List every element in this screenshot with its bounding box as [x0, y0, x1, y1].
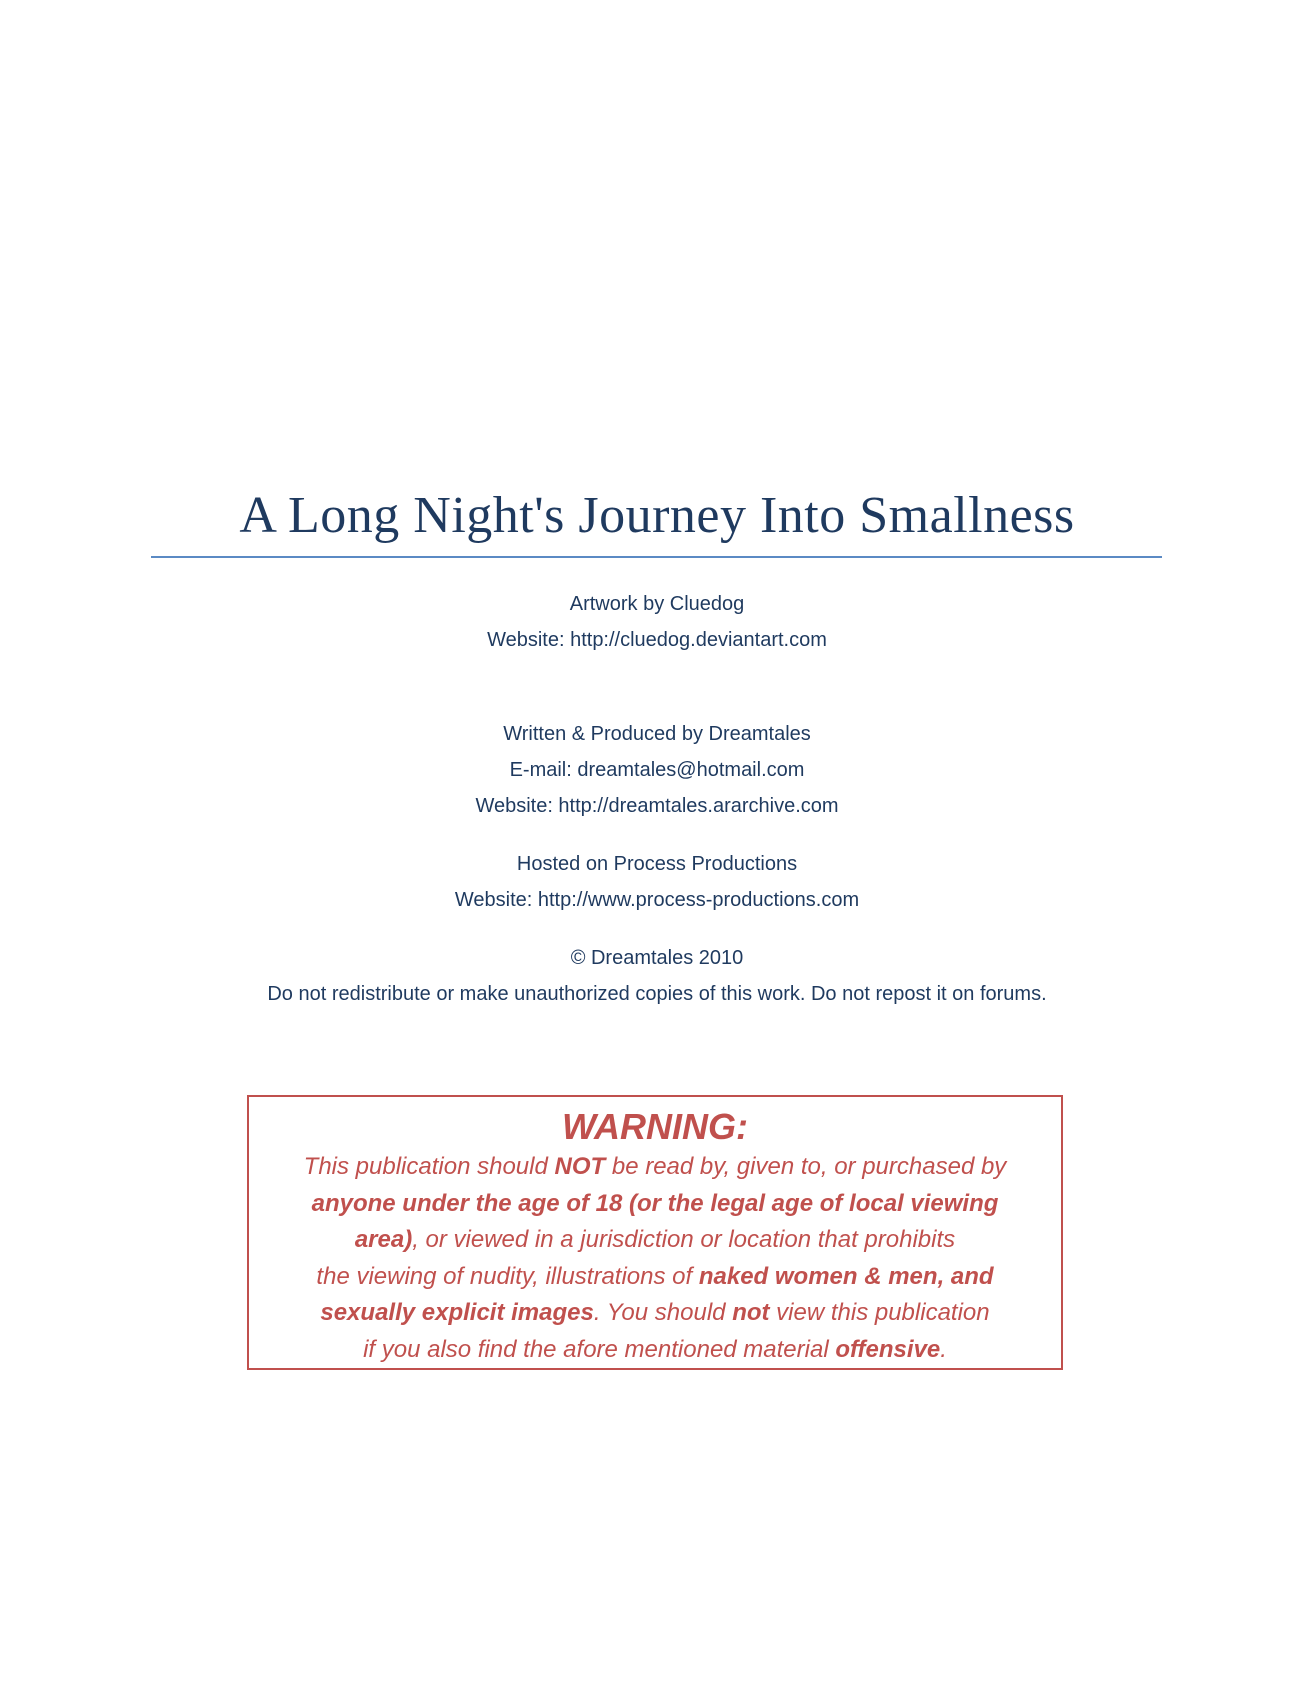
host-website: Website: http://www.process-productions.com [454, 889, 860, 911]
warning-emphasis: NOT [554, 1153, 606, 1180]
warning-box [247, 1095, 1063, 1370]
title-underline [151, 556, 1162, 558]
warning-text: This publication should [303, 1153, 555, 1180]
redistribution-notice: Do not redistribute or make unauthorized copies of this work. Do not repost it on forums. [267, 983, 1047, 1005]
warning-line-4 [249, 1259, 1061, 1296]
warning-text: . [940, 1335, 947, 1363]
warning-emphasis: naked women & men, and [698, 1262, 994, 1290]
author-website: Website: http://dreamtales.ararchive.com [475, 795, 839, 817]
warning-line-6 [249, 1332, 1061, 1369]
warning-line-3 [249, 1222, 1061, 1259]
warning-line-5 [249, 1295, 1061, 1332]
warning-line-2 [249, 1186, 1061, 1223]
warning-text: , or viewed in a jurisdiction or location that prohibits [412, 1226, 956, 1253]
document-title: A Long Night's Journey Into Smallness [239, 487, 1075, 544]
artwork-credit: Artwork by Cluedog [569, 593, 745, 615]
warning-emphasis: not [732, 1299, 770, 1326]
warning-text: the viewing of nudity, illustrations of [316, 1262, 699, 1290]
artwork-website: Website: http://cluedog.deviantart.com [487, 629, 827, 651]
warning-text: if you also find the afore mentioned material [363, 1335, 836, 1363]
warning-emphasis: area) [354, 1226, 413, 1253]
warning-heading: WARNING: [562, 1106, 748, 1147]
hosted-credit: Hosted on Process Productions [516, 853, 798, 875]
warning-emphasis: offensive [835, 1335, 941, 1363]
written-credit: Written & Produced by Dreamtales [503, 723, 811, 745]
warning-line-1 [249, 1149, 1061, 1186]
warning-text: view this publication [769, 1299, 990, 1326]
warning-emphasis: anyone under the age of 18 (or the legal age of local viewing [311, 1189, 999, 1217]
copyright: © Dreamtales 2010 [570, 947, 744, 969]
warning-text: . You should [593, 1299, 733, 1326]
warning-emphasis: sexually explicit images [320, 1299, 594, 1326]
author-email: E-mail: dreamtales@hotmail.com [509, 759, 805, 781]
warning-text: be read by, given to, or purchased by [605, 1153, 1007, 1180]
